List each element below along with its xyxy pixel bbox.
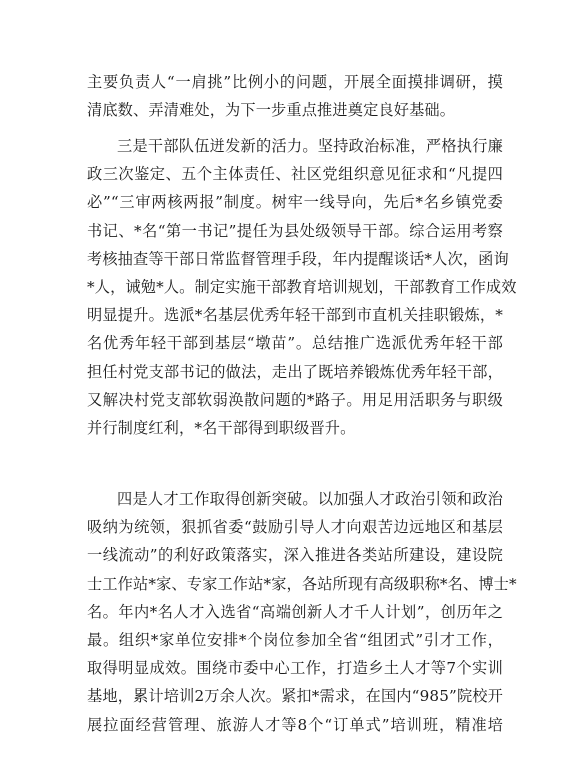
text-line: 吸纳为统领，狠抓省委“鼓励引导人才向艰苦边远地区和基层 <box>87 518 503 537</box>
text-line: 又解决村党支部软弱涣散问题的*路子。用足用活职务与职级 <box>87 390 503 409</box>
text-line: 展拉面经营管理、旅游人才等8个“订单式”培训班，精准培 <box>87 715 503 734</box>
text-line: 政三次鉴定、五个主体责任、社区党组织意见征求和“凡提四 <box>87 165 503 184</box>
text-line: 四是人才工作取得创新突破。以加强人才政治引领和政治 <box>117 490 503 508</box>
text-line: 担任村党支部书记的做法，走出了既培养锻炼优秀年轻干部， <box>87 362 503 381</box>
text-line: 取得明显成效。围绕市委中心工作，打造乡土人才等7个实训 <box>87 659 503 678</box>
text-line: 名。年内*名人才入选省“高端创新人才千人计划”，创历年之 <box>87 602 503 621</box>
text-line: 主要负责人“一肩挑”比例小的问题，开展全面摸排调研，摸 <box>87 73 503 91</box>
text-line: 一线流动”的利好政策落实，深入推进各类站所建设，建设院 <box>87 546 503 565</box>
text-line: 明显提升。选派*名基层优秀年轻干部到市直机关挂职锻炼，* <box>87 306 503 325</box>
text-line: 书记、*名“第一书记”提任为县处级领导干部。综合运用考察 <box>87 221 503 240</box>
text-line: 清底数、弄清难处，为下一步重点推进奠定良好基础。 <box>87 101 456 120</box>
paragraph-talent-survey <box>87 68 503 124</box>
text-line: 考核抽查等干部日常监督管理手段，年内提醒谈话*人次，函询 <box>87 249 509 268</box>
text-line: 名优秀年轻干部到基层“墩苗”。总结推广选派优秀年轻干部 <box>87 334 503 353</box>
text-line: *人，诫勉*人。制定实施干部教育培训规划，干部教育工作成效 <box>87 277 517 296</box>
text-line: 必”“三审两核两报”制度。树牢一线导向，先后*名乡镇党委 <box>87 193 503 212</box>
paragraph-talent-breakthrough <box>87 485 517 739</box>
text-line: 基地，累计培训2万余人次。紧扣*需求，在国内“985”院校开 <box>87 687 503 706</box>
text-line: 并行制度红利，*名干部得到职级晋升。 <box>87 418 356 437</box>
text-line: 三是干部队伍迸发新的活力。坚持政治标准，严格执行廉 <box>117 137 503 155</box>
paragraph-cadre-vitality <box>87 132 517 442</box>
text-line: 士工作站*家、专家工作站*家，各站所现有高级职称*名、博士* <box>87 574 517 593</box>
text-line: 最。组织*家单位安排*个岗位参加全省“组团式”引才工作， <box>87 630 503 649</box>
